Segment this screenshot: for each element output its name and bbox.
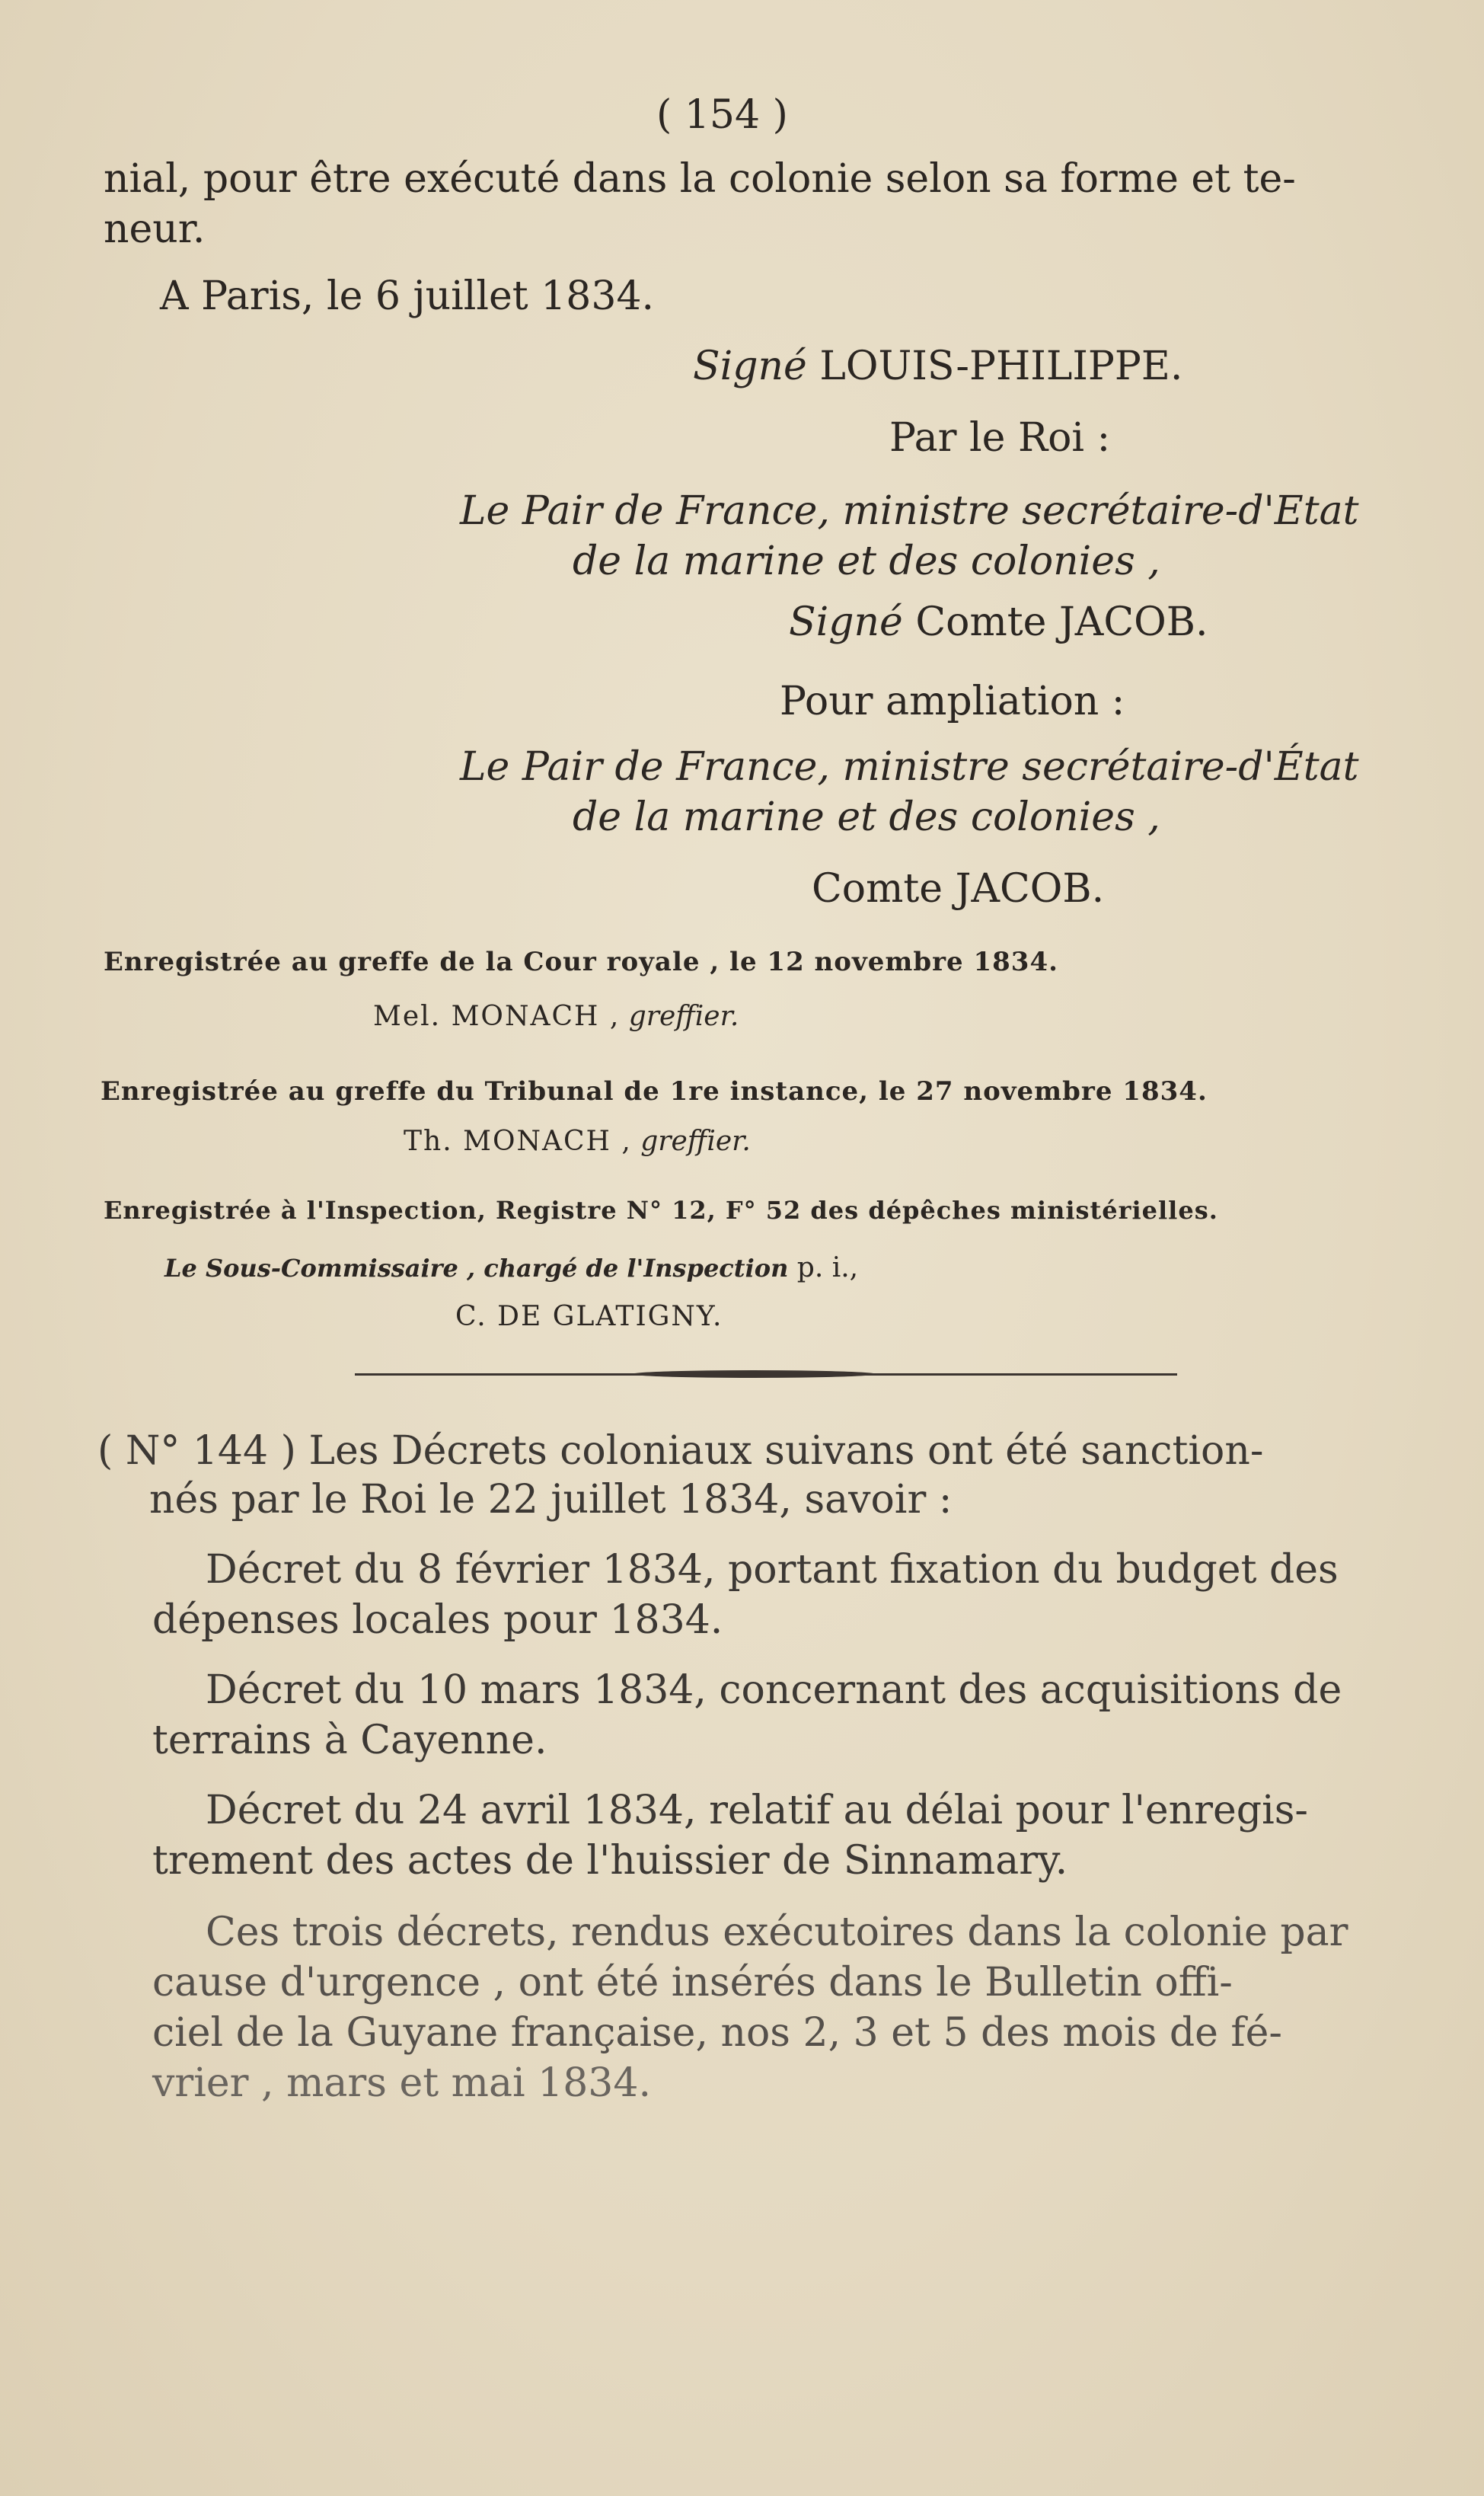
minister-title-line-2: de la marine et des colonies , xyxy=(573,539,1160,584)
sous-commissaire-line xyxy=(164,1249,858,1287)
decree-2-line-2: terrains à Cayenne. xyxy=(152,1718,547,1763)
closing-line-3: ciel de la Guyane française, nos 2, 3 et 5 des mois de fé- xyxy=(152,2010,1283,2056)
registration-cour-royale: Enregistrée au greffe de la Cour royale , le 12 novembre 1834. xyxy=(104,947,1058,977)
separator-ornament xyxy=(632,1370,876,1378)
sous-commissaire-name: C. DE GLATIGNY. xyxy=(455,1301,723,1332)
ampliation-name: Comte JACOB. xyxy=(812,866,1105,912)
greffier-tribunal-name: Th. MONACH , xyxy=(404,1126,632,1157)
sous-commissaire-abbr: p. i., xyxy=(796,1252,859,1283)
section-144-lead-2: nés par le Roi le 22 juillet 1834, savoir : xyxy=(149,1477,953,1523)
royal-signature xyxy=(693,341,1182,391)
ampliation-label: Pour ampliation : xyxy=(780,679,1125,724)
par-le-roi: Par le Roi : xyxy=(889,415,1111,461)
ampliation-title-line-2: de la marine et des colonies , xyxy=(573,794,1160,840)
decree-1-line-2: dépenses locales pour 1834. xyxy=(152,1597,723,1643)
minister-signed-label: Signé xyxy=(789,599,903,645)
minister-signature xyxy=(789,597,1208,647)
closing-line-1: Ces trois décrets, rendus exécutoires dans la colonie par xyxy=(206,1910,1348,1955)
royal-name: LOUIS-PHILIPPE. xyxy=(819,344,1183,389)
decree-1-line-1: Décret du 8 février 1834, portant fixation du budget des xyxy=(206,1547,1339,1593)
closing-line-4: vrier , mars et mai 1834. xyxy=(152,2060,652,2106)
decree-3-line-2: trement des actes de l'huissier de Sinnamary. xyxy=(152,1838,1068,1884)
greffier-cour-royale-name: Mel. MONACH , xyxy=(373,1001,621,1032)
registration-inspection: Enregistrée à l'Inspection, Registre N° 12, F° 52 des dépêches ministérielles. xyxy=(104,1196,1218,1225)
dateline: A Paris, le 6 juillet 1834. xyxy=(160,273,655,319)
section-144-lead-1: ( N° 144 ) Les Décrets coloniaux suivans ont été sanction- xyxy=(97,1428,1264,1474)
greffier-tribunal xyxy=(404,1123,751,1161)
minister-title-line-1: Le Pair de France, ministre secrétaire-d'Etat xyxy=(460,488,1359,534)
continuation-line-2: neur. xyxy=(104,206,206,252)
decree-3-line-1: Décret du 24 avril 1834, relatif au délai pour l'enregis- xyxy=(206,1788,1308,1833)
registration-tribunal: Enregistrée au greffe du Tribunal de 1re instance, le 27 novembre 1834. xyxy=(101,1076,1208,1107)
page-number: ( 154 ) xyxy=(656,92,788,138)
continuation-line-1: nial, pour être exécuté dans la colonie selon sa forme et te- xyxy=(104,156,1296,202)
greffier-tribunal-title: greffier. xyxy=(640,1126,751,1157)
signed-label: Signé xyxy=(693,344,807,389)
closing-line-2: cause d'urgence , ont été insérés dans le Bulletin offi- xyxy=(152,1960,1233,2005)
minister-name: Comte JACOB. xyxy=(915,599,1208,645)
ampliation-title-line-1: Le Pair de France, ministre secrétaire-d'État xyxy=(460,744,1359,790)
greffier-cour-royale xyxy=(373,998,739,1036)
decree-2-line-1: Décret du 10 mars 1834, concernant des acquisitions de xyxy=(206,1667,1342,1713)
sous-commissaire-title: Le Sous-Commissaire , chargé de l'Inspection xyxy=(164,1254,789,1283)
greffier-cour-royale-title: greffier. xyxy=(628,1001,739,1032)
